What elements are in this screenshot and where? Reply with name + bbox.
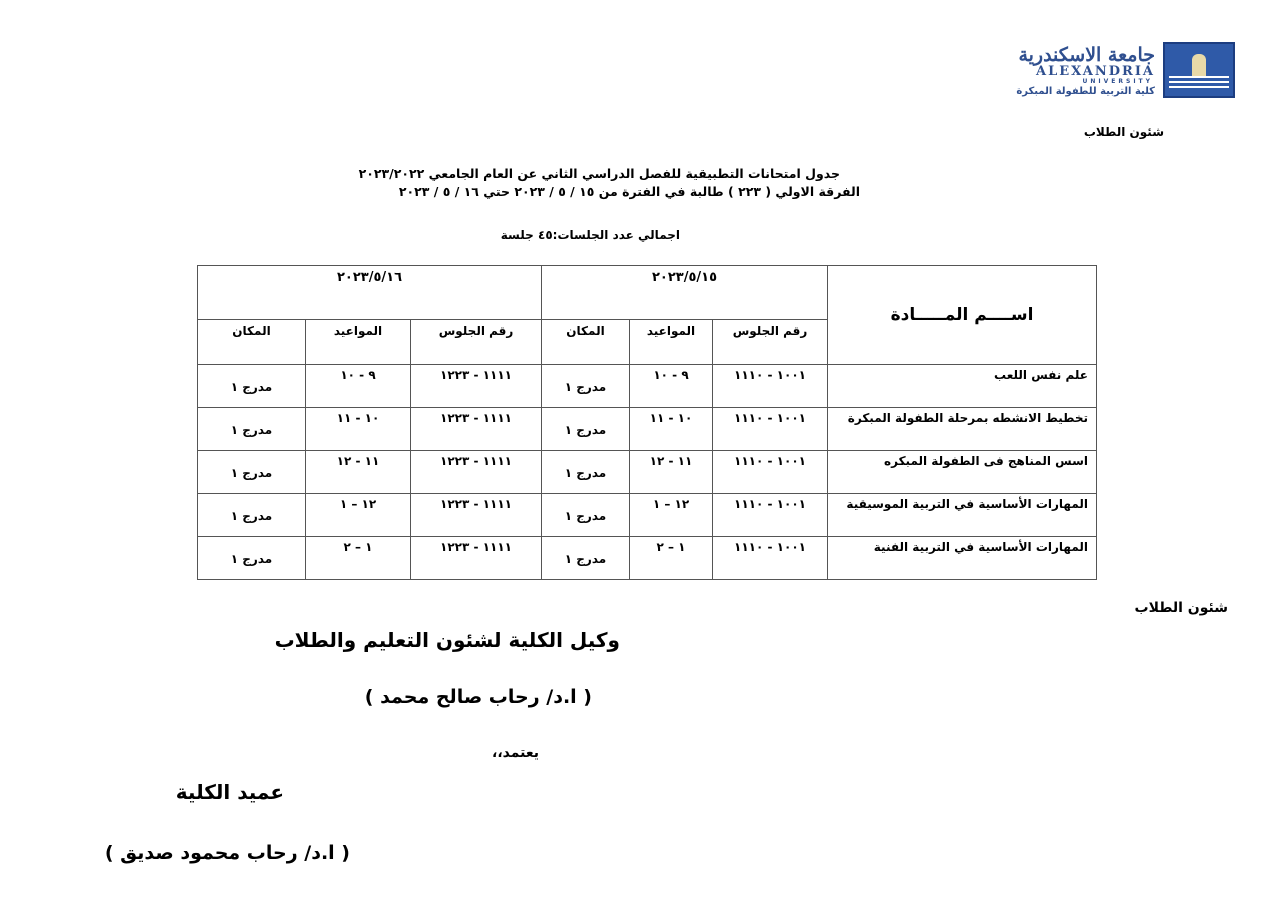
time-cell: ١٢ – ١ <box>306 494 411 537</box>
subject-cell: تخطيط الانشطه بمرحلة الطفولة المبكرة <box>828 408 1097 451</box>
seat-cell: ١٠٠١ - ١١١٠ <box>713 408 828 451</box>
table-row <box>198 451 1097 494</box>
seat-cell: ١١١١ - ١٢٢٣ <box>411 451 542 494</box>
seat-cell: ١٠٠١ - ١١١٠ <box>713 365 828 408</box>
seat-cell: ١٠٠١ - ١١١٠ <box>713 494 828 537</box>
time-cell: ٩ - ١٠ <box>630 365 713 408</box>
time-cell: ١٠ - ١١ <box>630 408 713 451</box>
place-cell: مدرج ١ <box>542 365 630 408</box>
lighthouse-emblem-icon <box>1163 42 1235 98</box>
logo-arabic-text: جامعة الاسكندرية <box>1018 44 1155 66</box>
page-title: جدول امتحانات التطبيقية للفصل الدراسي الثاني عن العام الجامعي ٢٠٢٣/٢٠٢٢ <box>358 166 840 181</box>
place-cell: مدرج ١ <box>542 408 630 451</box>
time-cell: ١٠ - ١١ <box>306 408 411 451</box>
date-header-2: ٢٠٢٣/٥/١٦ <box>198 266 542 320</box>
logo-latin-subtext: UNIVERSITY <box>1082 78 1153 85</box>
place-header-1: المكان <box>542 320 630 365</box>
time-cell: ١١ - ١٢ <box>630 451 713 494</box>
place-cell: مدرج ١ <box>198 537 306 580</box>
time-cell: ١ – ٢ <box>630 537 713 580</box>
seat-cell: ١٠٠١ - ١١١٠ <box>713 537 828 580</box>
sessions-total: اجمالي عدد الجلسات:٤٥ جلسة <box>500 228 680 242</box>
time-cell: ١١ - ١٢ <box>306 451 411 494</box>
seat-cell: ١٠٠١ - ١١١٠ <box>713 451 828 494</box>
times-header-2: المواعيد <box>306 320 411 365</box>
subject-cell: المهارات الأساسية في التربية الموسيقية <box>828 494 1097 537</box>
date-header-1: ٢٠٢٣/٥/١٥ <box>542 266 828 320</box>
seat-cell: ١١١١ - ١٢٢٣ <box>411 494 542 537</box>
place-cell: مدرج ١ <box>542 537 630 580</box>
university-logo <box>1016 42 1235 104</box>
subject-cell: اسس المناهج فى الطفولة المبكره <box>828 451 1097 494</box>
table-row <box>198 494 1097 537</box>
place-cell: مدرج ١ <box>198 451 306 494</box>
place-cell: مدرج ١ <box>198 494 306 537</box>
place-cell: مدرج ١ <box>198 408 306 451</box>
page-subtitle: الفرقة الاولي ( ٢٢٣ ) طالبة في الفترة من ١٥ / ٥ / ٢٠٢٣ حتي ١٦ / ٥ / ٢٠٢٣ <box>398 184 860 199</box>
logo-latin-text: ALEXANDRIA <box>1036 64 1155 79</box>
footer-department: شئون الطلاب <box>1134 600 1228 616</box>
seat-cell: ١١١١ - ١٢٢٣ <box>411 365 542 408</box>
place-cell: مدرج ١ <box>542 494 630 537</box>
seat-header-2: رقم الجلوس <box>411 320 542 365</box>
place-cell: مدرج ١ <box>198 365 306 408</box>
table-row <box>198 408 1097 451</box>
vice-dean-name: ( ا.د/ رحاب صالح محمد ) <box>364 686 592 708</box>
dean-title: عميد الكلية <box>175 780 284 804</box>
place-cell: مدرج ١ <box>542 451 630 494</box>
approval-label: يعتمد،، <box>492 745 539 761</box>
department-label: شئون الطلاب <box>1083 125 1164 139</box>
table-row <box>198 365 1097 408</box>
time-cell: ١٢ – ١ <box>630 494 713 537</box>
subject-column-header: اســــم المـــــادة <box>828 266 1097 365</box>
logo-faculty-text: كلية التربية للطفولة المبكرة <box>1016 86 1155 97</box>
subject-cell: علم نفس اللعب <box>828 365 1097 408</box>
vice-dean-title: وكيل الكلية لشئون التعليم والطلاب <box>274 628 620 652</box>
time-cell: ٩ - ١٠ <box>306 365 411 408</box>
seat-cell: ١١١١ - ١٢٢٣ <box>411 537 542 580</box>
seat-cell: ١١١١ - ١٢٢٣ <box>411 408 542 451</box>
table-row <box>198 537 1097 580</box>
time-cell: ١ – ٢ <box>306 537 411 580</box>
place-header-2: المكان <box>198 320 306 365</box>
exam-schedule-table <box>197 265 1097 580</box>
seat-header-1: رقم الجلوس <box>713 320 828 365</box>
dean-name: ( ا.د/ رحاب محمود صديق ) <box>104 842 350 864</box>
times-header-1: المواعيد <box>630 320 713 365</box>
subject-cell: المهارات الأساسية في التربية الفنية <box>828 537 1097 580</box>
